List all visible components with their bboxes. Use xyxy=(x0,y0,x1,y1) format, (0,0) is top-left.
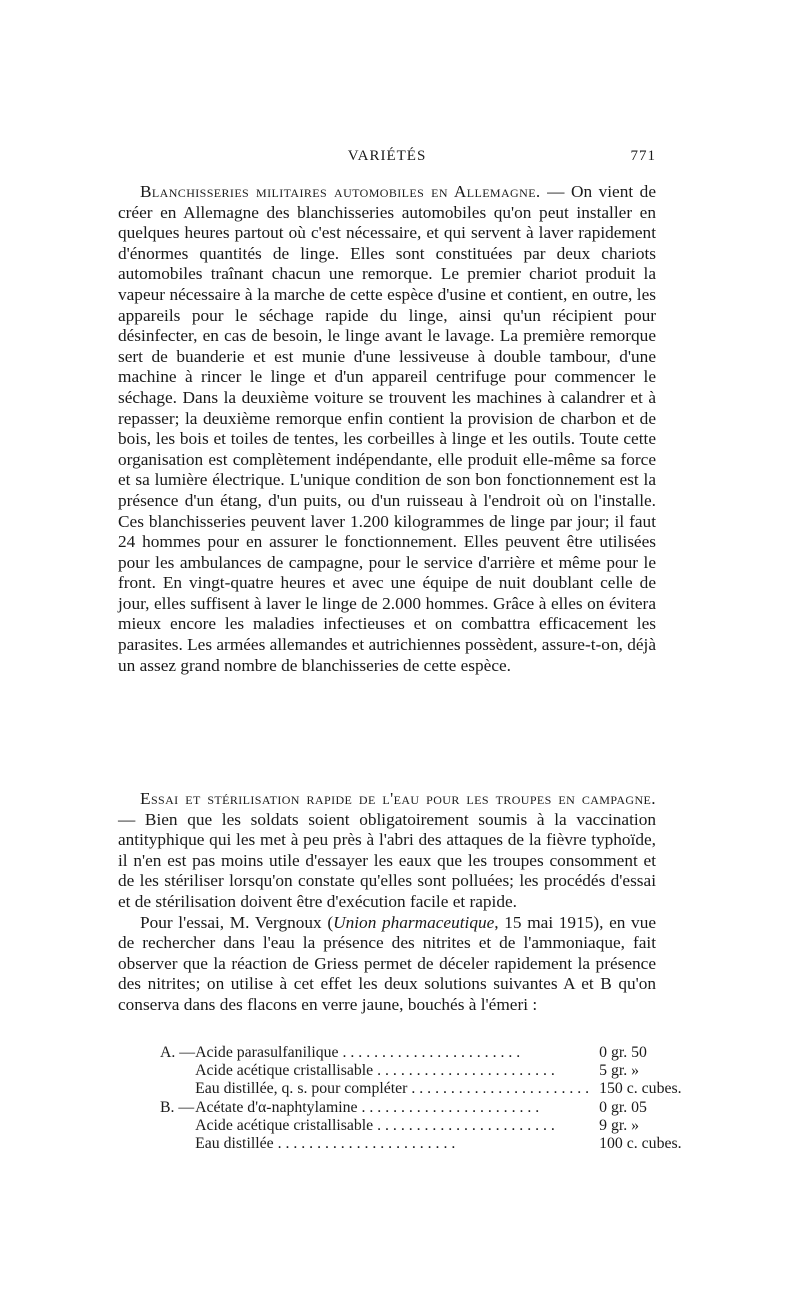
formula-row xyxy=(160,1044,682,1062)
formula-label xyxy=(160,1080,195,1098)
paragraph-text: Pour l'essai, M. Vergnoux ( xyxy=(140,912,334,932)
paragraph-text: , 15 mai 1915), en vue de rechercher dans l'eau la présence des nitrites et de l'ammoniaque, fait observer que la réaction de Griess permet de déceler rapidement la présence des nitrites; on utilise à cet effet les deux solutions suivantes A et B qu'on conserva dans des flacons en verre jaune, bouchés à l'émeri : xyxy=(118,912,657,1014)
running-header xyxy=(118,148,656,170)
paragraph-body: — On vient de créer en Allemagne des blanchisseries automobiles qu'on peut installer en quelques heures partout où c'est nécessaire, et qui servent à laver rapidement d'énormes quantités de linge. Elles sont constituées par deux chariots automobiles traînant chacun une remorque. Le premier chariot produit la vapeur nécessaire à la marche de cette espèce d'usine et contient, en outre, les appareils pour le séchage rapide du linge, ainsi qu'un récipient pour désinfecter, en cas de besoin, le linge avant le lavage. La première remorque sert de buanderie et est munie d'une lessiveuse à double tambour, d'une machine à rincer le linge et d'un appareil centrifuge pour commencer le séchage. Dans la deuxième voiture se trouvent les machines à calandrer et à repasser; la deuxième remorque enfin contient la provision de charbon et de bois, les bois et toiles de tentes, les corbeilles à linge et les outils. Toute cette organisation est complètement indépendante, elle produit elle-même sa force et sa lumière électrique. L'unique condition de son bon fonctionnement est la présence d'un étang, d'un puits, ou d'un ruisseau à l'endroit où on l'installe. Ces blanchisseries peuvent laver 1.200 kilogrammes de linge par jour; il faut 24 hommes pour en assurer le fonctionnement. Elles peuvent être utilisées pour les ambulances de campagne, pour le service d'arrière et même pour le front. En vingt-quatre heures et avec une équipe de nuit doublant celle de jour, elles suffisent à laver le linge de 2.000 hommes. Grâce à elles on évitera mieux encore les maladies infectieuses et on combattra efficacement les parasites. Les armées allemandes et autrichiennes possèdent, assure-t-on, déjà un assez grand nombre de blanchisseries de cette espèce. xyxy=(118,182,656,675)
dot-leader: . . . . . . . . . . . . . . . . . . . . . . . xyxy=(373,1062,555,1080)
formula-ingredient: Acide acétique cristallisable . . . . . . . . . . . . . . . . . . . . . . . xyxy=(195,1116,555,1134)
formula-ingredient: Eau distillée . . . . . . . . . . . . . . . . . . . . . . . xyxy=(195,1135,456,1153)
formula-ingredient: Acide parasulfanilique . . . . . . . . . . . . . . . . . . . . . . . xyxy=(195,1044,521,1061)
formula-row xyxy=(160,1099,682,1117)
formula-ingredient: Acide acétique cristallisable . . . . . . . . . . . . . . . . . . . . . . . xyxy=(195,1062,555,1080)
formula-ingredient: Acétate d'α-naphtylamine . . . . . . . . . . . . . . . . . . . . . . . xyxy=(195,1098,540,1116)
formula-quantity: 0 gr. 50 xyxy=(599,1044,647,1061)
formula-quantity: 5 gr. » xyxy=(599,1062,640,1080)
dot-leader: . . . . . . . . . . . . . . . . . . . . . . . xyxy=(357,1098,540,1116)
paragraph xyxy=(118,182,656,676)
page-number: 771 xyxy=(630,148,656,164)
article-blanchisseries xyxy=(118,182,656,676)
paragraph xyxy=(118,913,656,1016)
formula-row xyxy=(160,1062,682,1080)
formula-quantity: 150 c. cubes. xyxy=(599,1080,682,1098)
section-heading: Essai et stérilisation rapide de l'eau pour les troupes en campagne. xyxy=(140,789,656,808)
formula-label xyxy=(160,1135,195,1153)
formula-row xyxy=(160,1135,682,1153)
dot-leader: . . . . . . . . . . . . . . . . . . . . . . . xyxy=(338,1044,521,1061)
dot-leader: . . . . . . . . . . . . . . . . . . . . . . . xyxy=(373,1116,555,1134)
source-citation: Union pharmaceutique xyxy=(333,912,495,932)
formula-label: B. — xyxy=(160,1098,195,1116)
formula-row xyxy=(160,1117,682,1135)
formula-quantity: 0 gr. 05 xyxy=(599,1098,647,1116)
formula-label xyxy=(160,1062,195,1080)
formula-row xyxy=(160,1080,682,1098)
section-heading: Blanchisseries militaires automobiles en Allemagne. xyxy=(140,182,541,201)
dot-leader: . . . . . . . . . . . . . . . . . . . . . . . xyxy=(407,1080,590,1098)
article-essai-eau xyxy=(118,789,656,1016)
running-title: VARIÉTÉS xyxy=(347,148,427,164)
formula-ingredient: Eau distillée, q. s. pour compléter . . . . . . . . . . . . . . . . . . . . . . . xyxy=(195,1080,590,1098)
dot-leader: . . . . . . . . . . . . . . . . . . . . . . . xyxy=(273,1135,456,1153)
formula-table xyxy=(160,1044,682,1153)
paragraph xyxy=(118,789,656,913)
formula-label xyxy=(160,1117,195,1135)
formula-quantity: 100 c. cubes. xyxy=(599,1135,682,1153)
formula-quantity: 9 gr. » xyxy=(599,1116,640,1134)
formula-label: A. — xyxy=(160,1044,196,1061)
paragraph-body: — Bien que les soldats soient obligatoirement soumis à la vaccination antityphique qui les met à peu près à l'abri des attaques de la fièvre typhoïde, il n'en est pas moins utile d'essayer les eaux que les troupes consomment et de les stériliser lorsqu'on constate qu'elles sont polluées; les procédés d'essai et de stérilisation doivent être d'exécution facile et rapide. xyxy=(118,809,656,911)
